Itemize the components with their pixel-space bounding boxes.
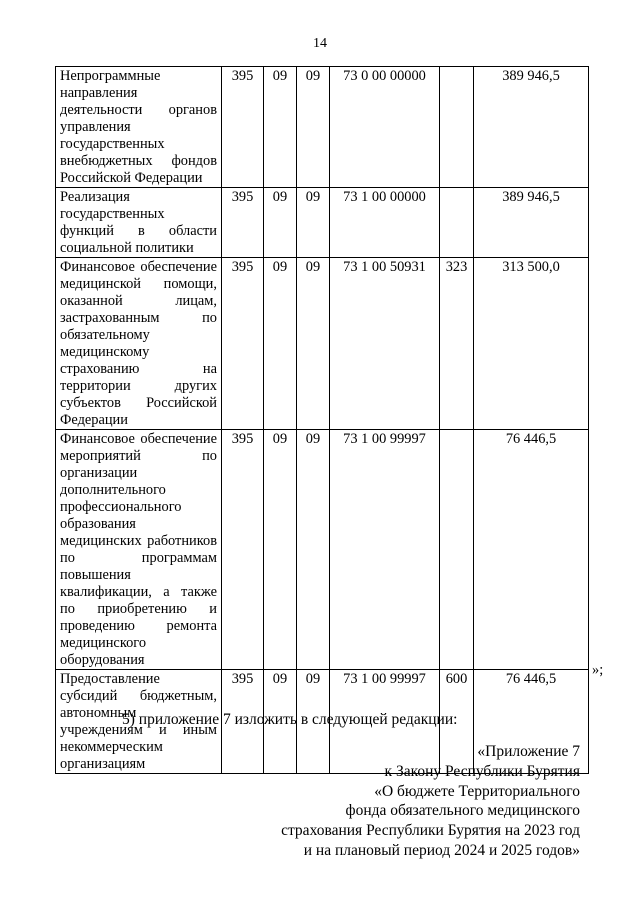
ministry-code-cell: 395 bbox=[222, 258, 264, 430]
target-article-cell: 73 0 00 00000 bbox=[330, 67, 440, 188]
row-name-cell: Предоставление субсидий бюджетным, автономным учреждениям и иным некоммерческим организациям bbox=[56, 670, 222, 774]
section-code-cell: 09 bbox=[264, 670, 297, 774]
expense-type-cell: 323 bbox=[440, 258, 474, 430]
amount-cell: 389 946,5 bbox=[474, 67, 589, 188]
row-name-cell: Непрограммные направления деятельности органов управления государственных внебюджетных фондов Российской Федерации bbox=[56, 67, 222, 188]
subsection-code-cell: 09 bbox=[297, 670, 330, 774]
target-article-cell: 73 1 00 50931 bbox=[330, 258, 440, 430]
target-article-cell: 73 1 00 99997 bbox=[330, 670, 440, 774]
amount-cell: 76 446,5 bbox=[474, 430, 589, 670]
table-row bbox=[56, 67, 589, 188]
appendix-header bbox=[240, 742, 580, 861]
ministry-code-cell: 395 bbox=[222, 430, 264, 670]
subsection-code-cell: 09 bbox=[297, 188, 330, 258]
appendix-line: «Приложение 7 bbox=[477, 743, 580, 760]
appendix-line: «О бюджете Территориального bbox=[374, 782, 580, 800]
expense-type-cell bbox=[440, 67, 474, 188]
amount-cell: 389 946,5 bbox=[474, 188, 589, 258]
ministry-code-cell: 395 bbox=[222, 670, 264, 774]
table-row bbox=[56, 258, 589, 430]
budget-table bbox=[55, 66, 589, 774]
target-article-cell: 73 1 00 00000 bbox=[330, 188, 440, 258]
expense-type-cell bbox=[440, 188, 474, 258]
section-code-cell: 09 bbox=[264, 188, 297, 258]
appendix-line: и на плановый период 2024 и 2025 годов» bbox=[303, 841, 580, 859]
section-code-cell: 09 bbox=[264, 258, 297, 430]
subsection-code-cell: 09 bbox=[297, 258, 330, 430]
page-number: 14 bbox=[313, 36, 327, 51]
subsection-code-cell: 09 bbox=[297, 430, 330, 670]
expense-type-cell: 600 bbox=[440, 670, 474, 774]
section-code-cell: 09 bbox=[264, 430, 297, 670]
ministry-code-cell: 395 bbox=[222, 188, 264, 258]
row-name-cell: Финансовое обеспечение мероприятий по организации дополнительного профессионального образования медицинских работников по программам повышения квалификации, а также по приобретению и проведению ремонта медицинского оборудования bbox=[56, 430, 222, 670]
section-code-cell: 09 bbox=[264, 67, 297, 188]
expense-type-cell bbox=[440, 430, 474, 670]
subsection-code-cell: 09 bbox=[297, 67, 330, 188]
amount-cell: 76 446,5 bbox=[474, 670, 589, 774]
amount-cell: 313 500,0 bbox=[474, 258, 589, 430]
ministry-code-cell: 395 bbox=[222, 67, 264, 188]
appendix-line: фонда обязательного медицинского bbox=[345, 802, 580, 820]
row-name-cell: Реализация государственных функций в области социальной политики bbox=[56, 188, 222, 258]
closing-quote-mark: »; bbox=[592, 662, 604, 678]
amendment-item-5: 5) приложение 7 изложить в следующей редакции: bbox=[122, 711, 458, 728]
row-name-cell: Финансовое обеспечение медицинской помощи, оказанной лицам, застрахованным по обязательному медицинскому страхованию на территории других субъектов Российской Федерации bbox=[56, 258, 222, 430]
appendix-line: страхования Республики Бурятия на 2023 год bbox=[281, 822, 580, 840]
appendix-line: к Закону Республики Бурятия bbox=[384, 762, 580, 780]
table-row bbox=[56, 188, 589, 258]
table-row bbox=[56, 430, 589, 670]
target-article-cell: 73 1 00 99997 bbox=[330, 430, 440, 670]
